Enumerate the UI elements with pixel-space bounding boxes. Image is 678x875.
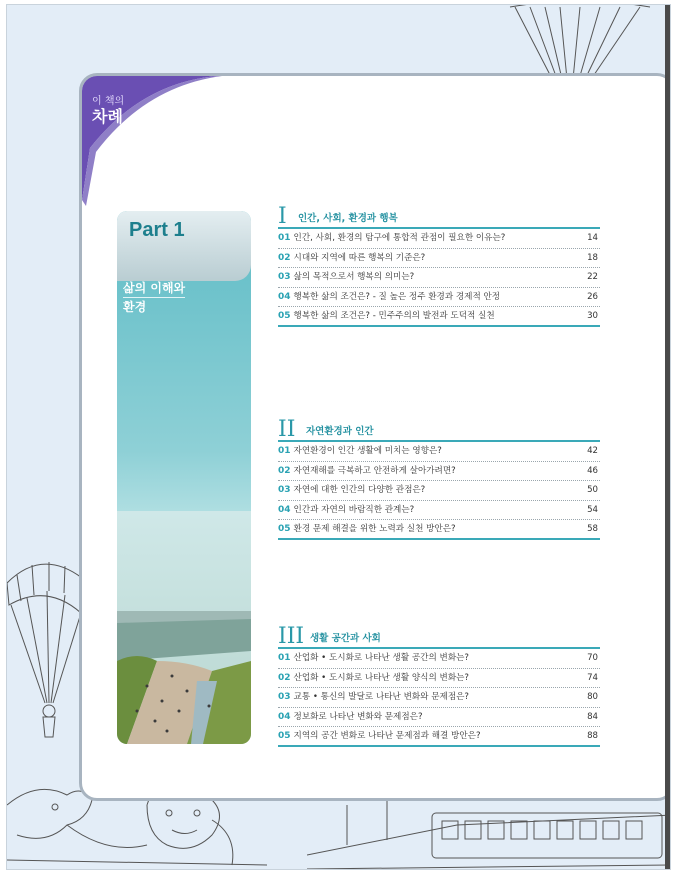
toc-subtitle: 이 책의 bbox=[92, 96, 125, 107]
toc-entry[interactable] bbox=[278, 288, 600, 308]
toc-entry-number: 01 bbox=[278, 446, 291, 456]
part-title bbox=[123, 279, 185, 316]
toc-entry[interactable] bbox=[278, 307, 600, 327]
section-numeral: I bbox=[278, 204, 287, 229]
paraglider-sketch-icon bbox=[7, 553, 87, 743]
toc-entry-title: 지역의 공간 변화로 나타난 문제점과 해결 방안은? bbox=[293, 731, 481, 742]
toc-entry-page: 50 bbox=[587, 485, 598, 496]
toc-entry-title: 환경 문제 해결을 위한 노력과 실천 방안은? bbox=[293, 524, 456, 535]
toc-entry-title: 시대와 지역에 따른 행복의 기준은? bbox=[293, 252, 426, 263]
section-numeral: III bbox=[278, 624, 305, 649]
toc-entry-page: 26 bbox=[587, 291, 598, 302]
toc-title: 차례 bbox=[92, 107, 123, 126]
toc-entry[interactable] bbox=[278, 649, 600, 669]
toc-entry-page: 70 bbox=[587, 653, 598, 663]
toc-entry-title: 행복한 삶의 조건은? - 질 높은 정주 환경과 경제적 안정 bbox=[293, 291, 501, 302]
toc-section-1 bbox=[278, 204, 600, 327]
toc-entry-number: 02 bbox=[278, 252, 291, 263]
toc-entry[interactable] bbox=[278, 249, 600, 269]
part-label: Part 1 bbox=[129, 219, 185, 241]
toc-entry[interactable] bbox=[278, 462, 600, 482]
section-header bbox=[278, 204, 600, 229]
toc-entry-number: 04 bbox=[278, 291, 291, 302]
section-numeral: II bbox=[278, 417, 296, 442]
section-title: 자연환경과 인간 bbox=[306, 426, 374, 437]
toc-section-2 bbox=[278, 417, 600, 540]
section-title: 인간, 사회, 환경과 행복 bbox=[298, 213, 398, 224]
toc-entry-title: 정보화로 나타난 변화와 문제점은? bbox=[293, 711, 423, 722]
toc-entry-number: 01 bbox=[278, 233, 291, 243]
toc-entry-page: 22 bbox=[587, 272, 598, 283]
toc-entry-page: 80 bbox=[587, 692, 598, 703]
toc-entry-title: 행복한 삶의 조건은? - 민주주의의 발전과 도덕적 실천 bbox=[293, 311, 495, 322]
toc-entry-title: 자연환경이 인간 생활에 미치는 영향은? bbox=[293, 446, 442, 456]
riverside-park-photo bbox=[117, 511, 251, 744]
page-frame bbox=[6, 4, 671, 870]
toc-entry-page: 18 bbox=[587, 252, 598, 263]
toc-entry[interactable] bbox=[278, 727, 600, 747]
toc-entry[interactable] bbox=[278, 688, 600, 708]
toc-entry-number: 02 bbox=[278, 465, 291, 476]
toc-entry-page: 42 bbox=[587, 446, 598, 456]
toc-entry[interactable] bbox=[278, 520, 600, 540]
toc-entry-title: 산업화 • 도시화로 나타난 생활 양식의 변화는? bbox=[293, 672, 469, 683]
toc-entry-title: 자연재해를 극복하고 안전하게 살아가려면? bbox=[293, 465, 456, 476]
toc-entry-number: 05 bbox=[278, 524, 291, 535]
toc-entry-number: 03 bbox=[278, 485, 291, 496]
toc-entry[interactable] bbox=[278, 481, 600, 501]
part-card bbox=[117, 211, 251, 744]
toc-entry[interactable] bbox=[278, 708, 600, 728]
toc-entry-page: 88 bbox=[587, 731, 598, 742]
section-header bbox=[278, 417, 600, 442]
toc-entry-page: 84 bbox=[587, 711, 598, 722]
toc-entry-page: 58 bbox=[587, 524, 598, 535]
toc-entry-title: 삶의 목적으로서 행복의 의미는? bbox=[293, 272, 415, 283]
toc-entry-number: 05 bbox=[278, 311, 291, 322]
section-header bbox=[278, 624, 600, 649]
toc-entry-page: 46 bbox=[587, 465, 598, 476]
part-tab bbox=[117, 211, 251, 281]
toc-section-3 bbox=[278, 624, 600, 747]
toc-entry-title: 교통 • 통신의 발달로 나타난 변화와 문제점은? bbox=[293, 692, 469, 703]
toc-entry-page: 74 bbox=[587, 672, 598, 683]
toc-entry-page: 14 bbox=[587, 233, 598, 243]
toc-entry-number: 03 bbox=[278, 272, 291, 283]
toc-entry-title: 자연에 대한 인간의 다양한 관점은? bbox=[293, 485, 426, 496]
toc-entry[interactable] bbox=[278, 669, 600, 689]
toc-entry[interactable] bbox=[278, 501, 600, 521]
toc-entry-number: 04 bbox=[278, 711, 291, 722]
section-title: 생활 공간과 사회 bbox=[310, 633, 381, 644]
toc-entry-number: 03 bbox=[278, 692, 291, 703]
toc-entry[interactable] bbox=[278, 268, 600, 288]
part-title-line-1: 삶의 이해와 bbox=[123, 281, 186, 295]
toc-entry[interactable] bbox=[278, 229, 600, 249]
toc-entry-title: 인간, 사회, 환경의 탐구에 통합적 관점이 필요한 이유는? bbox=[293, 233, 506, 243]
toc-entry-number: 04 bbox=[278, 504, 291, 515]
toc-entry-title: 산업화 • 도시화로 나타난 생활 공간의 변화는? bbox=[293, 653, 469, 663]
toc-entry-number: 05 bbox=[278, 731, 291, 742]
toc-entry[interactable] bbox=[278, 442, 600, 462]
toc-panel bbox=[79, 73, 671, 801]
toc-entry-number: 01 bbox=[278, 653, 291, 663]
toc-entry-number: 02 bbox=[278, 672, 291, 683]
toc-entry-page: 54 bbox=[587, 504, 598, 515]
part-title-line-2: 환경 bbox=[123, 297, 185, 316]
toc-entry-title: 인간과 자연의 바람직한 관계는? bbox=[293, 504, 415, 515]
toc-entry-page: 30 bbox=[587, 311, 598, 322]
